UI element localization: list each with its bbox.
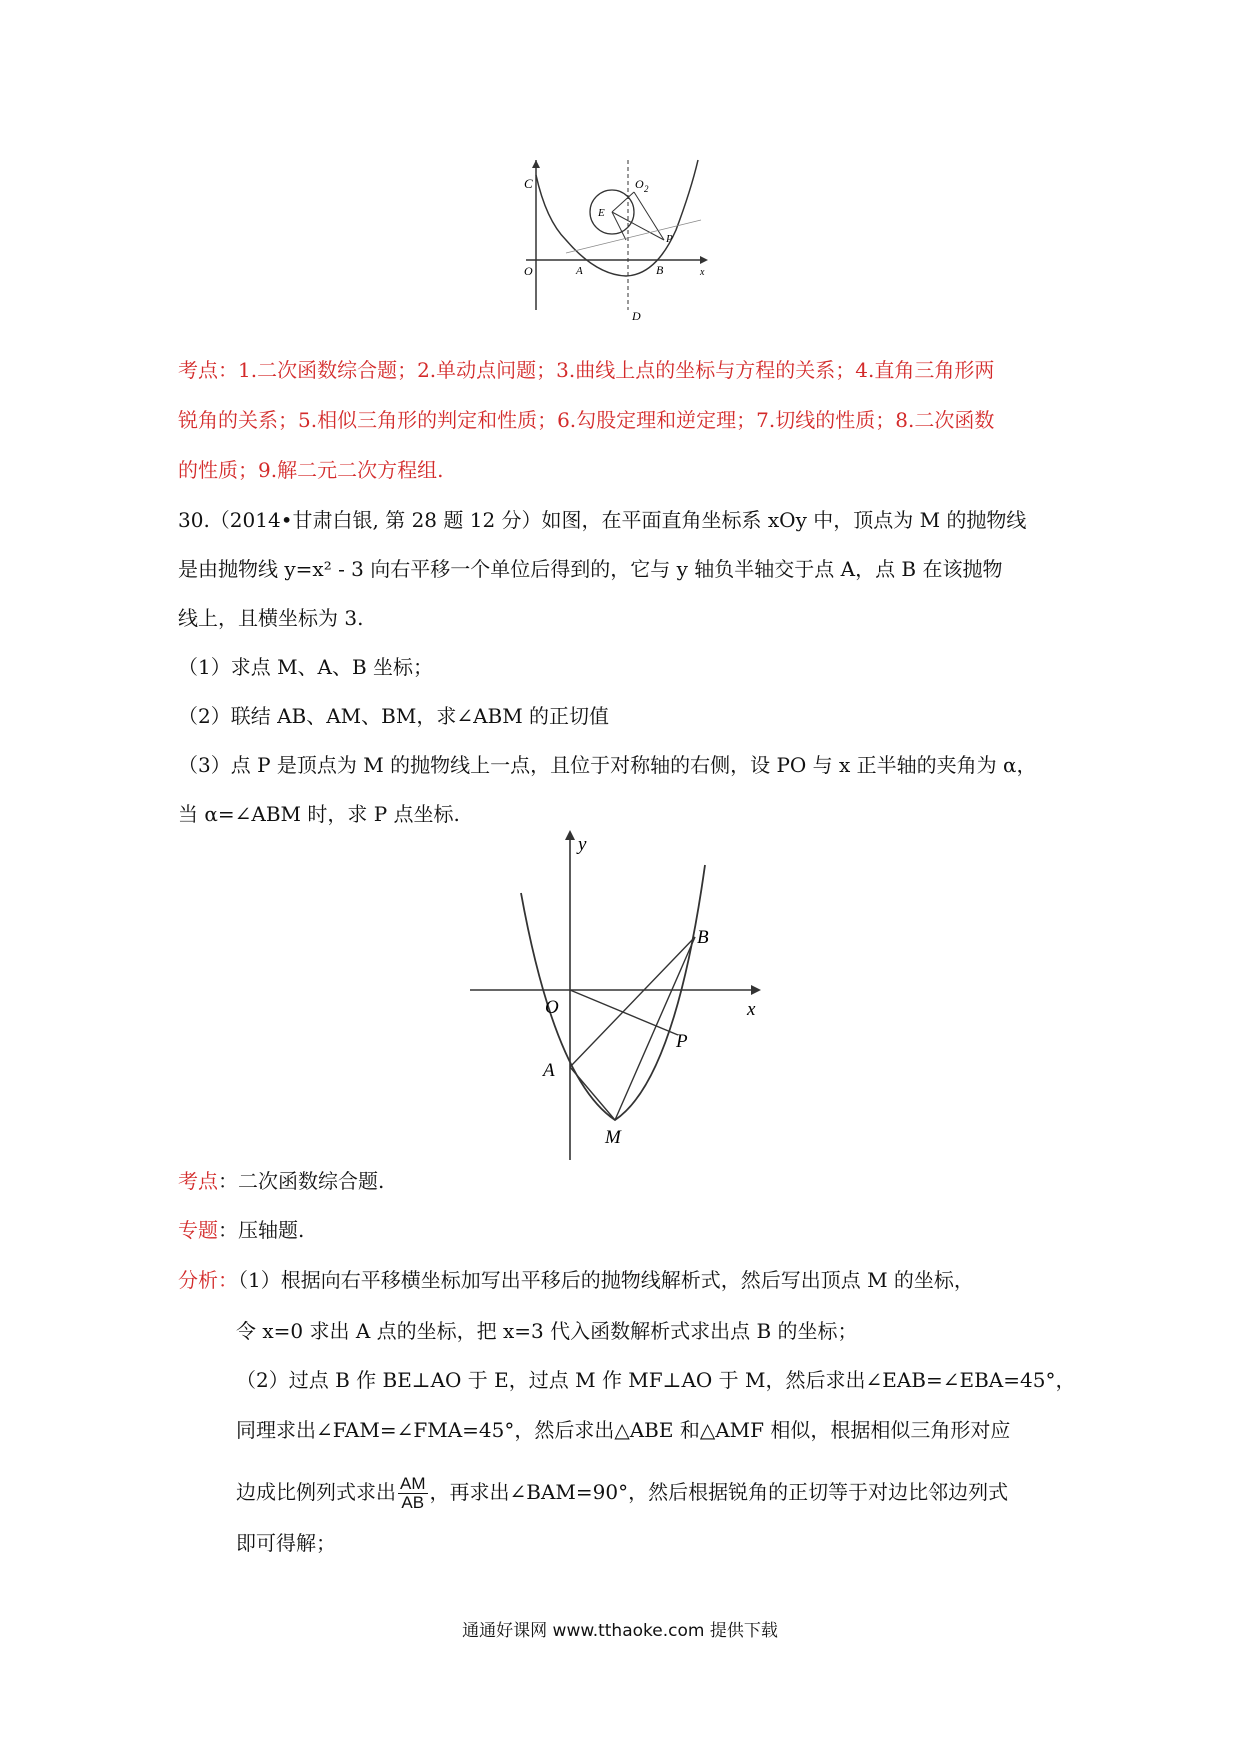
fenxi-line-5 (236, 1475, 1008, 1512)
fig1-label-C: C (524, 176, 533, 191)
fig2-label-A: A (543, 1060, 555, 1081)
kaodian-text: ：二次函数综合题. (218, 1169, 385, 1193)
question-1: （1）求点 M、A、B 坐标； (178, 655, 434, 679)
fig1-label-x: x (700, 267, 705, 278)
fig2-label-B: B (697, 927, 709, 948)
fig1-label-P: P (666, 233, 673, 245)
fraction-numerator: AM (400, 1474, 426, 1493)
fig1-label-O2-sub: 2 (644, 184, 649, 194)
figure-1-circle-parabola (526, 160, 726, 338)
question-3-line-2: 当 α=∠ABM 时，求 P 点坐标. (178, 802, 460, 826)
fig1-label-O2: O (635, 177, 644, 191)
fig2-label-O: O (545, 997, 559, 1018)
fig1-label-D: D (632, 309, 641, 323)
fenxi-label: 分析： (178, 1268, 238, 1292)
fenxi-line-3: （2）过点 B 作 BE⊥AO 于 E，过点 M 作 MF⊥AO 于 M，然后求出∠EAB=∠EBA=45°， (236, 1368, 1076, 1392)
fig1-label-E: E (598, 207, 605, 219)
problem-line-3: 线上，且横坐标为 3. (178, 606, 364, 630)
fraction-denominator: AB (401, 1493, 425, 1512)
fraction-am-ab (398, 1475, 428, 1512)
fig2-label-y: y (578, 834, 587, 855)
fenxi-line-4: 同理求出∠FAM=∠FMA=45°，然后求出△ABE 和△AMF 相似，根据相似三角形对应 (236, 1418, 1011, 1442)
fig2-label-x: x (747, 999, 756, 1020)
fenxi-line-1 (178, 1265, 974, 1295)
fig1-label-A: A (576, 265, 583, 277)
question-2: （2）联结 AB、AM、BM，求∠ABM 的正切值 (178, 704, 610, 728)
fig1-label-B: B (656, 263, 664, 277)
zhuanti-label: 专题 (178, 1218, 218, 1242)
fenxi-text-5a: 边成比例列式求出 (236, 1480, 396, 1504)
question-3-line-1: （3）点 P 是顶点为 M 的抛物线上一点，且位于对称轴的右侧，设 PO 与 x 正半轴的夹角为 α， (178, 753, 1037, 777)
fenxi-line-6: 即可得解； (236, 1531, 336, 1555)
kaodian-1-line-3: 的性质；9.解二元二次方程组. (178, 458, 444, 482)
fenxi-line-2: 令 x=0 求出 A 点的坐标，把 x=3 代入函数解析式求出点 B 的坐标； (236, 1319, 858, 1343)
fig2-label-M: M (605, 1127, 621, 1148)
kaodian-1-line-2: 锐角的关系；5.相似三角形的判定和性质；6.勾股定理和逆定理；7.切线的性质；8.二次函数 (178, 408, 995, 432)
kaodian-1-line-1: 考点：1.二次函数综合题；2.单动点问题；3.曲线上点的坐标与方程的关系；4.直角三角形两 (178, 358, 995, 382)
fenxi-text-1: （1）根据向右平移横坐标加写出平移后的抛物线解析式，然后写出顶点 M 的坐标， (238, 1268, 974, 1292)
fenxi-text-5b: ，再求出∠BAM=90°，然后根据锐角的正切等于对边比邻边列式 (429, 1480, 1009, 1504)
problem-line-1: 30.（2014•甘肃白银, 第 28 题 12 分）如图，在平面直角坐标系 xOy 中，顶点为 M 的抛物线 (178, 508, 1027, 532)
figure-2-parabola (465, 830, 785, 1165)
footer-source: 通通好课网 www.tthaoke.com 提供下载 (462, 1621, 778, 1641)
fig2-label-P: P (676, 1031, 688, 1052)
fig1-label-O: O (524, 264, 533, 278)
zhuanti-text: ：压轴题. (218, 1218, 305, 1242)
solution-zhuanti (178, 1215, 304, 1245)
problem-line-2: 是由抛物线 y=x² - 3 向右平移一个单位后得到的，它与 y 轴负半轴交于点 A，点 B 在该抛物 (178, 557, 1003, 581)
kaodian-label: 考点 (178, 1169, 218, 1193)
solution-kaodian (178, 1166, 384, 1196)
